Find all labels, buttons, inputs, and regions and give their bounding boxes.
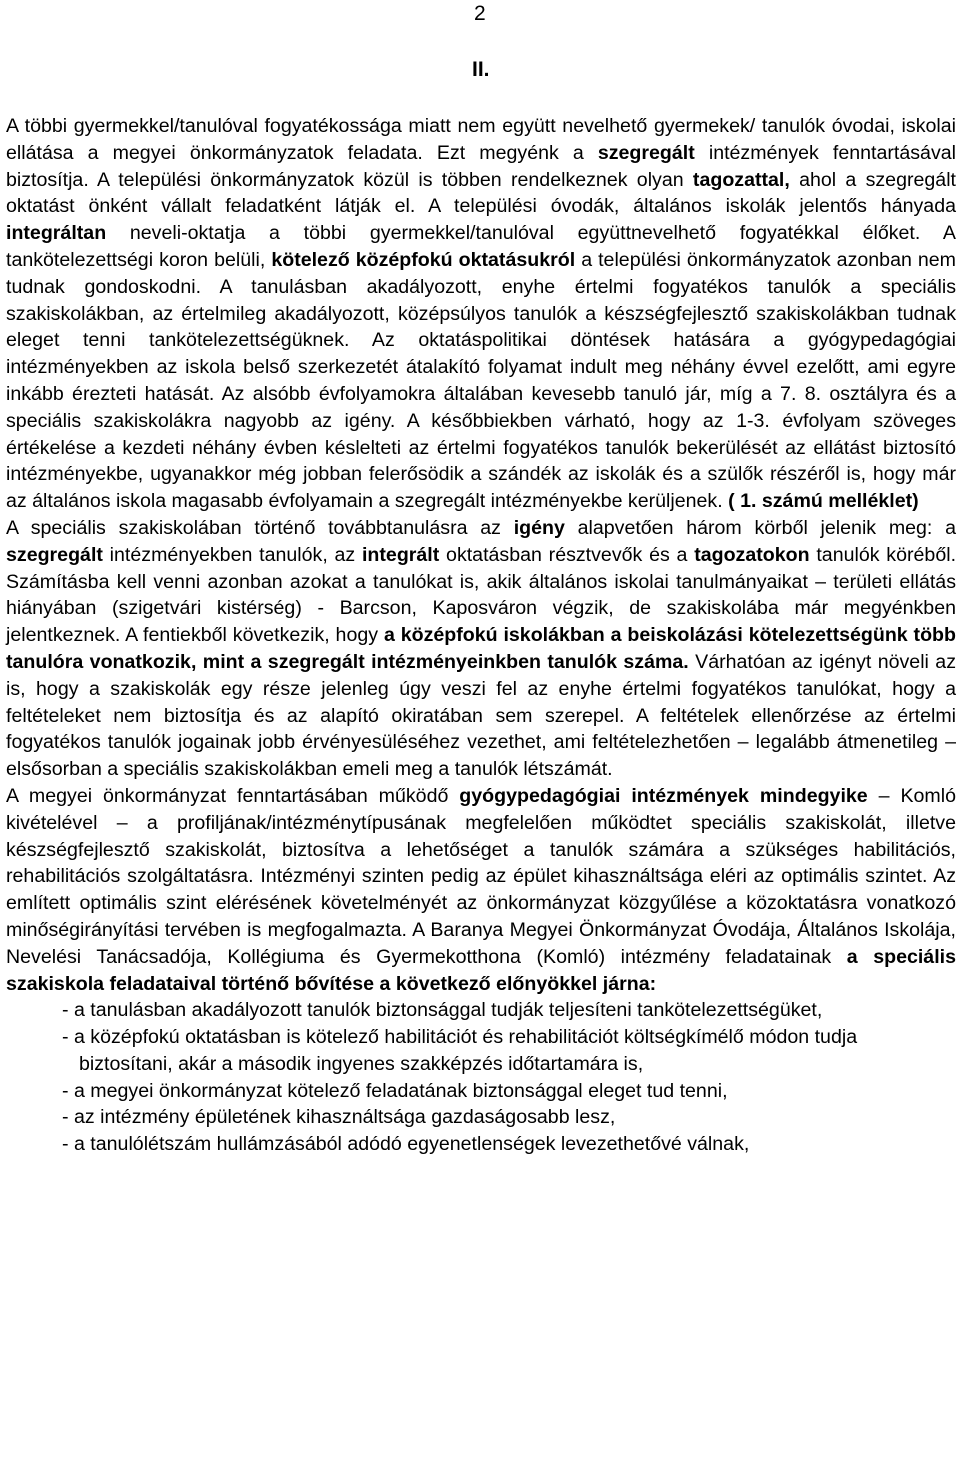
paragraph-intezmenyi-feladatok — [6, 783, 956, 997]
list-item: - a tanulásban akadályozott tanulók biztonsággal tudják teljesíteni tankötelezettségüket, — [62, 999, 823, 1022]
text-run: A többi gyermekkel/tanulóval fogyatékossága miatt nem együtt nevelhető gyermekek/ tanulók óvodai, iskolai ellátása a megyei önkormányzatok feladata. Ezt megyénk a — [6, 115, 956, 164]
bold-text-run: kötelező középfokú oktatásukról — [271, 248, 576, 271]
advantages-list — [6, 997, 932, 1158]
text-run: intézményekben tanulók, az — [102, 543, 362, 566]
bold-text-run: ( 1. számú melléklet) — [728, 490, 919, 513]
text-run: a települési önkormányzatok azonban nem tudnak gondoskodni. A tanulásban akadályozott, enyhe értelmi fogyatékos tanulók a speciális szakiskolákban, az értelmileg akadályozott, középsúlyos tanulók a készségfejlesztő szakiskolákban tudnak eleget tenni tankötelezettségüknek. Az oktatáspolitikai döntések hatására a gyógypedagógiai intézményekben az iskola belső szerkezetét átalakító folyamat indult meg néhány évvel ezelőtt, ami egyre inkább érezteti hatását. Az alsóbb évfolyamokra általában kevesebb tanuló jár, míg a 7. 8. osztályra és a speciális szakiskolákra nagyobb az igény. A későbbiekben várható, hogy az 1-3. évfolyam szöveges értékelése a kezdeti néhány évben késlelteti az értelmi fogyatékos tanulók bekerülését az ellátást biztosító intézményekbe, ugyanakkor még jobban felerősödik a szándék az iskolák és a szülők részéről is, hogy már az általános iskola magasabb évfolyamain a szegregált intézményekbe kerüljenek. — [6, 248, 957, 513]
bold-text-run: szegregált — [597, 141, 695, 164]
text-run: oktatásban résztvevők és a — [439, 543, 695, 566]
bold-text-run: a speciális szakiskola feladataival történő bővítése a következő előnyökkel járna: — [6, 945, 956, 995]
paragraph-szegregalt-oktatas — [6, 113, 956, 515]
bold-text-run: a középfokú iskolákban a beiskolázási kötelezettségünk több tanulóra vonatkozik, mint a szegregált intézményeinkben tanulók száma. — [6, 624, 956, 673]
list-item: - az intézmény épületének kihasználtsága gazdaságosabb lesz, — [62, 1106, 616, 1129]
list-item: - a megyei önkormányzat kötelező feladatának biztonsággal eleget tud tenni, — [62, 1079, 728, 1102]
bold-text-run: integrált — [361, 543, 440, 566]
page-number: 2 — [474, 2, 486, 25]
text-run: A speciális szakiskolában történő továbbtanulásra az — [6, 516, 514, 539]
bold-text-run: igény — [513, 516, 565, 539]
bold-text-run: tagozattal, — [692, 168, 790, 191]
text-run: alapvetően három körből jelenik meg: a — [564, 516, 956, 539]
bold-text-run: szegregált — [6, 543, 103, 566]
document-body — [6, 113, 956, 1158]
text-run: neveli-oktatja a többi gyermekkel/tanulóval együttnevelhető fogyatékkal élőket. A tankötelezettségi koron belüli, — [6, 222, 956, 271]
list-item: - a tanulólétszám hullámzásából adódó egyenetlenségek levezethetővé válnak, — [62, 1133, 750, 1156]
bold-text-run: tagozatokon — [694, 543, 810, 566]
text-run: intézmények fenntartásával biztosítja. A települési önkormányzatok közül is többen rendelkeznek olyan — [6, 141, 956, 191]
text-run: A megyei önkormányzat fenntartásában működő — [6, 784, 460, 807]
text-run: Várhatóan az igényt növeli az is, hogy a szakiskolák egy része jelenleg úgy veszi fel az enyhe értelmi fogyatékos tanulókat, hogy a feltételeket nem biztosítja és az alapító okiratában sem szerepel. A feltételek ellenőrzése az értelmi fogyatékos tanulók jogainak jobb érvényesüléséhez vezethet, ami feltételezhetően – legalább átmenetileg – elsősorban a speciális szakiskolákban emeli meg a tanulók létszámát. — [6, 650, 956, 781]
text-run: tanulók köréből. Számításba kell venni azonban azokat a tanulókat is, akik általános iskolai tanulmányaikat – területi ellátás hiányában (szigetvári kistérség) - Barcson, Kaposváron végzik, de szakiskolába már megyénkben jelentkeznek. A fentiekből következik, hogy — [6, 543, 957, 647]
text-run: ahol a szegregált oktatást önként vállalt feladatként látják el. A települési óvodák, általános iskolák jelentős hányada — [6, 168, 956, 218]
paragraph-tovabbtanulasi-igeny — [6, 515, 956, 783]
chapter-heading: II. — [472, 58, 490, 81]
list-item: - a középfokú oktatásban is kötelező habilitációt és rehabilitációt költségkímélő módon tudja biztosítani, akár a második ingyenes szakképzés időtartamára is, — [62, 1026, 858, 1075]
text-run: – Komló kivételével – a profiljának/intézménytípusának megfelelően működtet speciális szakiskolát, illetve készségfejlesztő szakiskolát, biztosítva a lehetőséget a tanulók számára a szükséges habilitációs, rehabilitációs szolgáltatásra. Intézményi szinten pedig az épület kihasználtsága eléri az optimális szintet. Az említett optimális szint elérésének követelményét az önkormányzat közgyűlése a közoktatásra vonatkozó minőségirányítási tervében is megfogalmazta. A Baranya Megyei Önkormányzat Óvodája, Általános Iskolája, Nevelési Tanácsadója, Kollégiuma és Gyermekotthona (Komló) intézmény feladatainak — [6, 784, 956, 968]
bold-text-run: integráltan — [6, 222, 107, 245]
bold-text-run: gyógypedagógiai intézmények mindegyike — [459, 784, 868, 807]
